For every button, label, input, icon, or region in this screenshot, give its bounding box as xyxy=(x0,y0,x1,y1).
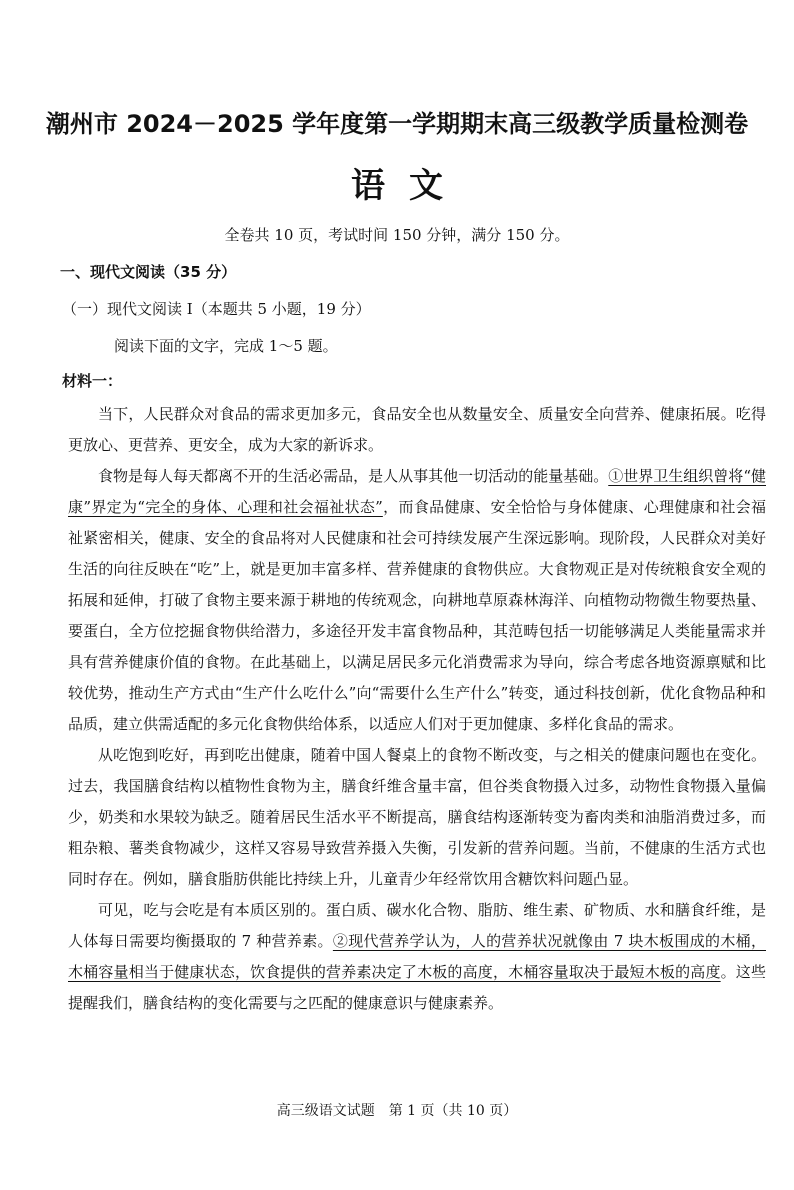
paragraph-4-rest: 。这些提醒我们，膳食结构的变化需要与之匹配的健康意识与健康素养。 xyxy=(68,963,766,1012)
paragraph-2 xyxy=(68,461,766,740)
reading-instruction: 阅读下面的文字，完成 1～5 题。 xyxy=(114,337,338,355)
paragraph-4 xyxy=(68,895,766,1019)
paragraph-4-lead: 可见，吃与会吃是有本质区别的。蛋白质、碳水化合物、脂肪、维生素、矿物质、水和膳食纤维，是人体每日需要均衡摄取的 7 种营养素。 xyxy=(68,901,766,950)
exam-info: 全卷共 10 页，考试时间 150 分钟，满分 150 分。 xyxy=(224,226,570,244)
paragraph-3: 从吃饱到吃好，再到吃出健康，随着中国人餐桌上的食物不断改变，与之相关的健康问题也在变化。过去，我国膳食结构以植物性食物为主，膳食纤维含量丰富，但谷类食物摄入过多，动物性食物摄入量偏少，奶类和水果较为缺乏。随着居民生活水平不断提高，膳食结构逐渐转变为畜肉类和油脂消费过多，而粗杂粮、薯类食物减少，这样又容易导致营养摄入失衡，引发新的营养问题。当前，不健康的生活方式也同时存在。例如，膳食脂肪供能比持续上升，儿童青少年经常饮用含糖饮料问题凸显。 xyxy=(68,746,766,888)
exam-title: 潮州市 2024－2025 学年度第一学期期末高三级教学质量检测卷 xyxy=(45,110,749,138)
underlined-sentence-2: ②现代营养学认为，人的营养状况就像由 7 块木板围成的木桶，木桶容量相当于健康状态，饮食提供的营养素决定了木板的高度，木桶容量取决于最短木板的高度 xyxy=(68,932,766,981)
sub-heading: （一）现代文阅读 I（本题共 5 小题，19 分） xyxy=(62,300,371,318)
subject-title: 语文 xyxy=(351,166,467,206)
paragraph-2-lead: 食物是每人每天都离不开的生活必需品，是人从事其他一切活动的能量基础。 xyxy=(98,467,609,485)
article-body xyxy=(68,399,766,1019)
paragraph-1: 当下，人民群众对食品的需求更加多元，食品安全也从数量安全、质量安全向营养、健康拓展。吃得更放心、更营养、更安全，成为大家的新诉求。 xyxy=(68,405,766,454)
section-heading: 一、现代文阅读（35 分） xyxy=(60,263,237,281)
material-label: 材料一： xyxy=(62,372,123,390)
underlined-sentence-1: ①世界卫生组织曾将“健康”界定为“完全的身体、心理和社会福祉状态” xyxy=(68,467,766,516)
paragraph-2-rest: ，而食品健康、安全恰恰与身体健康、心理健康和社会福祉紧密相关，健康、安全的食品将对人民健康和社会可持续发展产生深远影响。现阶段，人民群众对美好生活的向往反映在“吃”上，就是更加丰富多样、营养健康的食物供应。大食物观正是对传统粮食安全观的拓展和延伸，打破了食物主要来源于耕地的传统观念，向耕地草原森林海洋、向植物动物微生物要热量、要蛋白，全方位挖掘食物供给潜力，多途径开发丰富食物品种，其范畴包括一切能够满足人类能量需求并具有营养健康价值的食物。在此基础上，以满足居民多元化消费需求为导向，综合考虑各地资源禀赋和比较优势，推动生产方式由“生产什么吃什么”向“需要什么生产什么”转变，通过科技创新，优化食物品种和品质，建立供需适配的多元化食物供给体系，以适应人们对于更加健康、多样化食品的需求。 xyxy=(68,498,766,733)
page-footer: 高三级语文试题 第 1 页（共 10 页） xyxy=(276,1103,518,1119)
